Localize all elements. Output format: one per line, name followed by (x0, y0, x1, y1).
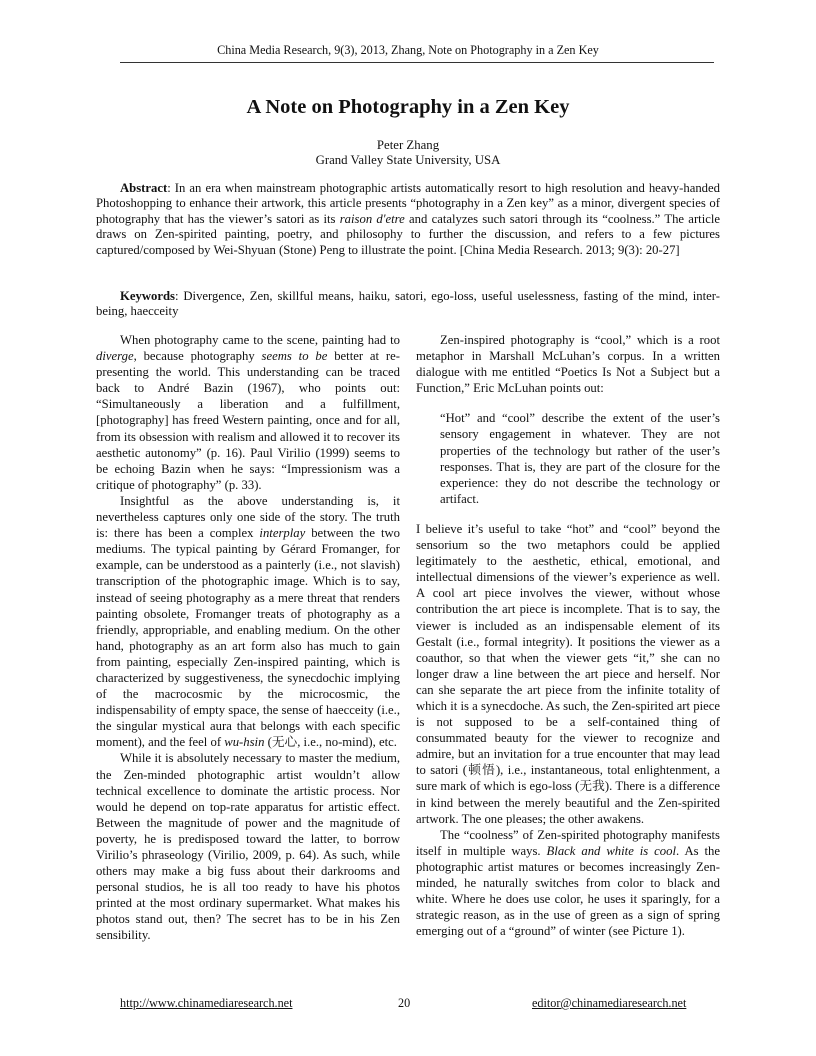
abstract-text-2: and catalyzes such satori through its “coolness.” The article draws on Zen-spirited painting, poetry, and philosophy to further the discussion, and refers to a few pictures captured/composed by Wei-Shyuan (Stone) Peng to illustrate the point. [China Media Research. 2013; 9(3): 20-27] (96, 211, 721, 257)
left-paragraph-1 (96, 332, 400, 493)
text-run: When photography came to the scene, painting had to (120, 333, 400, 347)
header-rule (120, 62, 714, 63)
abstract-italic: raison d'etre (339, 211, 405, 226)
right-paragraph-2: I believe it’s useful to take “hot” and “cool” beyond the sensorium so the two metaphors could be applied legitimately to the aesthetic, ethical, emotional, and intellectual dimensions of the viewer’s experience as well. A cool art piece involves the viewer, without whose contribution the art piece is incomplete. That is to say, the viewer is included as an indispensable element of its Gestalt (i.e., formal integrity). It positions the viewer as a coauthor, so that when the viewer gets “it,” she can no longer draw a line between the art piece and herself. Nor can she separate the art piece from the infinite totality of which it is a synecdoche. As such, the Zen-spirited art piece is not supposed to be a self-contained thing of consummated beauty for the viewer to recognize and admire, but an invitation for a true encounter that may lead to satori (顿悟), i.e., instantaneous, total enlightenment, a sure mark of which is ego-loss (无我). There is a difference in kind between the merely beautiful and the Zen-spirited artwork. The one pleases; the other awakens. (416, 521, 720, 826)
italic-run: Black and white is cool (546, 843, 677, 858)
author-affiliation: Grand Valley State University, USA (315, 153, 501, 167)
running-head: China Media Research, 9(3), 2013, Zhang, Note on Photography in a Zen Key (217, 43, 599, 57)
keywords-text: : Divergence, Zen, skillful means, haiku, satori, ego-loss, useful uselessness, fasting of the mind, inter-being, haecceity (96, 289, 720, 319)
block-quote: “Hot” and “cool” describe the extent of the user’s sensory engagement in whatever. They are not properties of the technology but rather of the user’s responses. That is, they are part of the closure for the experience: they do not describe the technology or artifact. (440, 411, 720, 506)
text-run: The “coolness” of Zen-spirited photography manifests itself in multiple ways. (416, 827, 720, 858)
abstract-text-1: : In an era when mainstream photographic artists automatically resort to high resolution and heavy-handed Photoshopping to enhance their artwork, this article presents “photography in a Zen key” as a minor, divergent species of photography that has the viewer’s satori as its (96, 181, 720, 226)
footer-website-link[interactable]: http://www.chinamediaresearch.net (120, 996, 293, 1010)
abstract (96, 181, 720, 258)
right-paragraph-1: Zen-inspired photography is “cool,” which is a root metaphor in Marshall McLuhan’s corpus. In a written dialogue with me entitled “Poetics Is Not a Subject but a Function,” Eric McLuhan points out: (416, 333, 720, 396)
article-title: A Note on Photography in a Zen Key (246, 96, 570, 118)
left-column (96, 332, 400, 944)
right-paragraph-3 (416, 827, 720, 940)
right-column (416, 332, 720, 939)
text-run: (无心, i.e., no-mind), etc. (264, 735, 397, 750)
keywords-label: Keywords (120, 289, 175, 303)
text-run: . As the photographic artist matures or becomes increasingly Zen-minded, he naturally switches from color to black and white. Where he does use color, he uses it sparingly, for a strategic reason, as in the use of green as a sign of spring emerging out of a “ground” of winter (see Picture 1). (416, 843, 720, 939)
text-run: , because photography (133, 349, 262, 364)
text-run: better at re-presenting the world. This understanding can be traced back to André Bazin (1967), who points out: “Simultaneously a liberation and a fulfillment, [photography] has freed Western painting, once and for all, from its obsession with realism and allowed it to recover its aesthetic autonomy” (p. 16). Paul Virilio (1999) seems to be echoing Bazin when he says: “Impressionism was a critique of photography” (p. 33). (96, 349, 400, 492)
text-run: Insightful as the above understanding is, it nevertheless captures only one side of the story. The truth is: there has been a complex (96, 493, 400, 541)
left-paragraph-3: While it is absolutely necessary to master the medium, the Zen-minded photographic artist wouldn’t allow technical excellence to dominate the artistic process. Nor would he depend on top-rate apparatus for artistic effect. Between the magnitude of power and the magnitude of poverty, he is predisposed toward the latter, to borrow Virilio’s phraseology (Virilio, 2009, p. 64). As such, while others may make a big fuss about their darkrooms and personal studios, he is all too ready to have his photos printed at the most ordinary supermarket. What makes his photos stand out, then? The secret has to be in his Zen sensibility. (96, 751, 400, 943)
left-paragraph-2 (96, 493, 400, 751)
abstract-label: Abstract (120, 181, 168, 195)
text-run: between the two mediums. The typical painting by Gérard Fromanger, for example, can be understood as a painterly (i.e., not slavish) transcription of the photographic image. Which is to say, instead of seeing photography as a mere threat that renders painting obsolete, Fromanger treats of photography as a friendly, appropriable, and enabling medium. On the other hand, photography as an art form also has much to gain from painting, especially Zen-inspired painting, which is characterized by suggestiveness, the synecdochic implying of the macrocosmic by the microcosmic, the indispensability of empty space, the sense of haecceity (i.e., the singular mystical aura that belongs with each specific moment), and the feel of (96, 526, 400, 750)
footer-email-link[interactable]: editor@chinamediaresearch.net (532, 996, 687, 1010)
italic-run: wu-hsin (224, 735, 265, 750)
author-name: Peter Zhang (376, 138, 440, 152)
italic-run: interplay (259, 526, 306, 541)
page-number: 20 (398, 996, 411, 1010)
italic-run: diverge (96, 349, 134, 364)
keywords (96, 289, 720, 320)
italic-run: seems to be (261, 349, 328, 364)
